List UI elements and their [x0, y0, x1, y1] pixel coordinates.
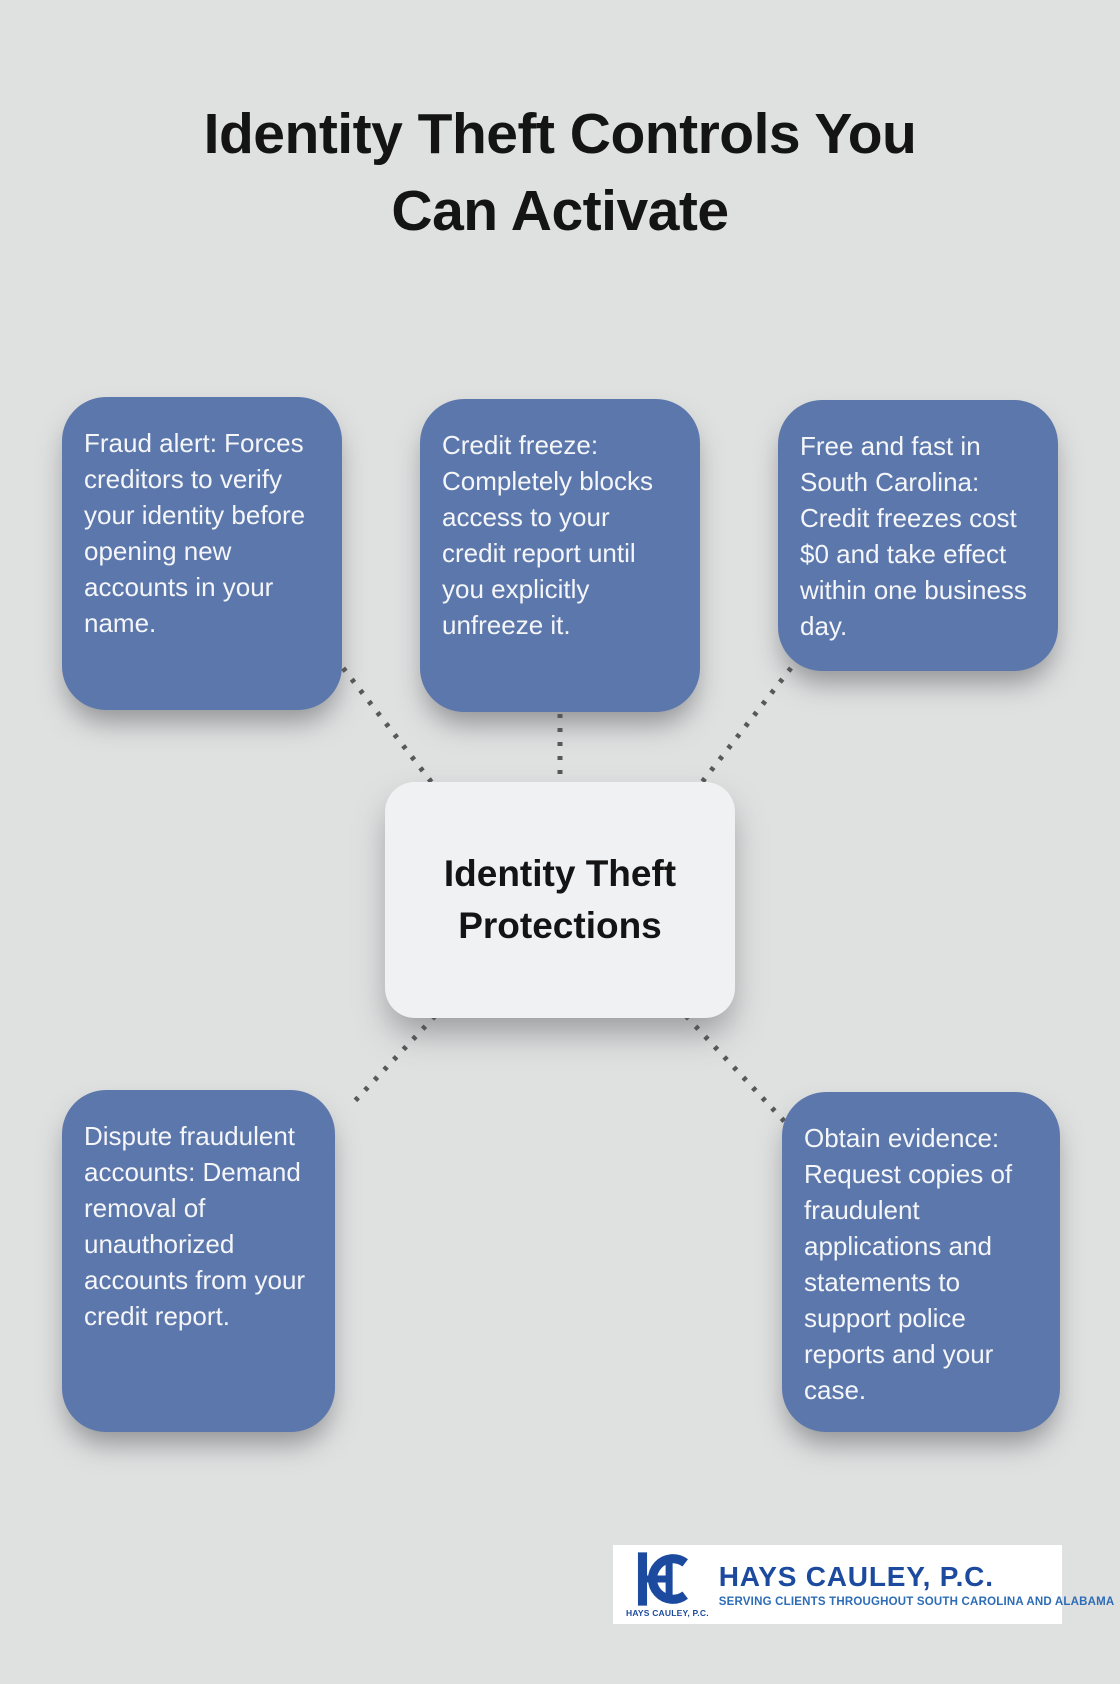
hc-monogram-icon [634, 1551, 700, 1607]
logo-firm-name: HAYS CAULEY, P.C. [718, 1561, 994, 1592]
node-credit-freeze-text: Credit freeze: Completely blocks access to your credit report until you explicitly unfreeze it. [442, 430, 653, 640]
page-title-line2: Can Activate [391, 179, 729, 243]
connector-center-to-dispute [352, 1016, 435, 1104]
hc-monogram-caption: HAYS CAULEY, P.C. [626, 1608, 709, 1618]
page-title-line1: Identity Theft Controls You [203, 102, 917, 166]
node-fraud-alert [62, 397, 342, 710]
node-free-and-fast-text: Free and fast in South Carolina: Credit freezes cost $0 and take effect within one business day. [800, 431, 1027, 641]
node-obtain-evidence [782, 1092, 1060, 1432]
logo-tagline: SERVING CLIENTS THROUGHOUT SOUTH CAROLINA AND ALABAMA [718, 1596, 1115, 1608]
connector-center-to-evidence [686, 1016, 785, 1122]
hc-monogram-wrap [626, 1551, 709, 1618]
center-node-label: Identity Theft Protections [443, 853, 677, 946]
node-dispute-fraudulent-accounts [62, 1090, 335, 1432]
connector-free-fast-to-center [699, 668, 791, 786]
center-node-identity-theft-protections [385, 782, 735, 1018]
node-free-and-fast [778, 400, 1058, 671]
node-obtain-evidence-text: Obtain evidence: Request copies of fraudulent applications and statements to support police reports and your case. [804, 1123, 1013, 1405]
logo-text-block [719, 1561, 1115, 1608]
node-credit-freeze [420, 399, 700, 712]
node-fraud-alert-text: Fraud alert: Forces creditors to verify your identity before opening new accounts in your name. [84, 428, 306, 638]
hays-cauley-logo [613, 1545, 1115, 1624]
node-dispute-text: Dispute fraudulent accounts: Demand removal of unauthorized accounts from your credit report. [84, 1121, 306, 1331]
